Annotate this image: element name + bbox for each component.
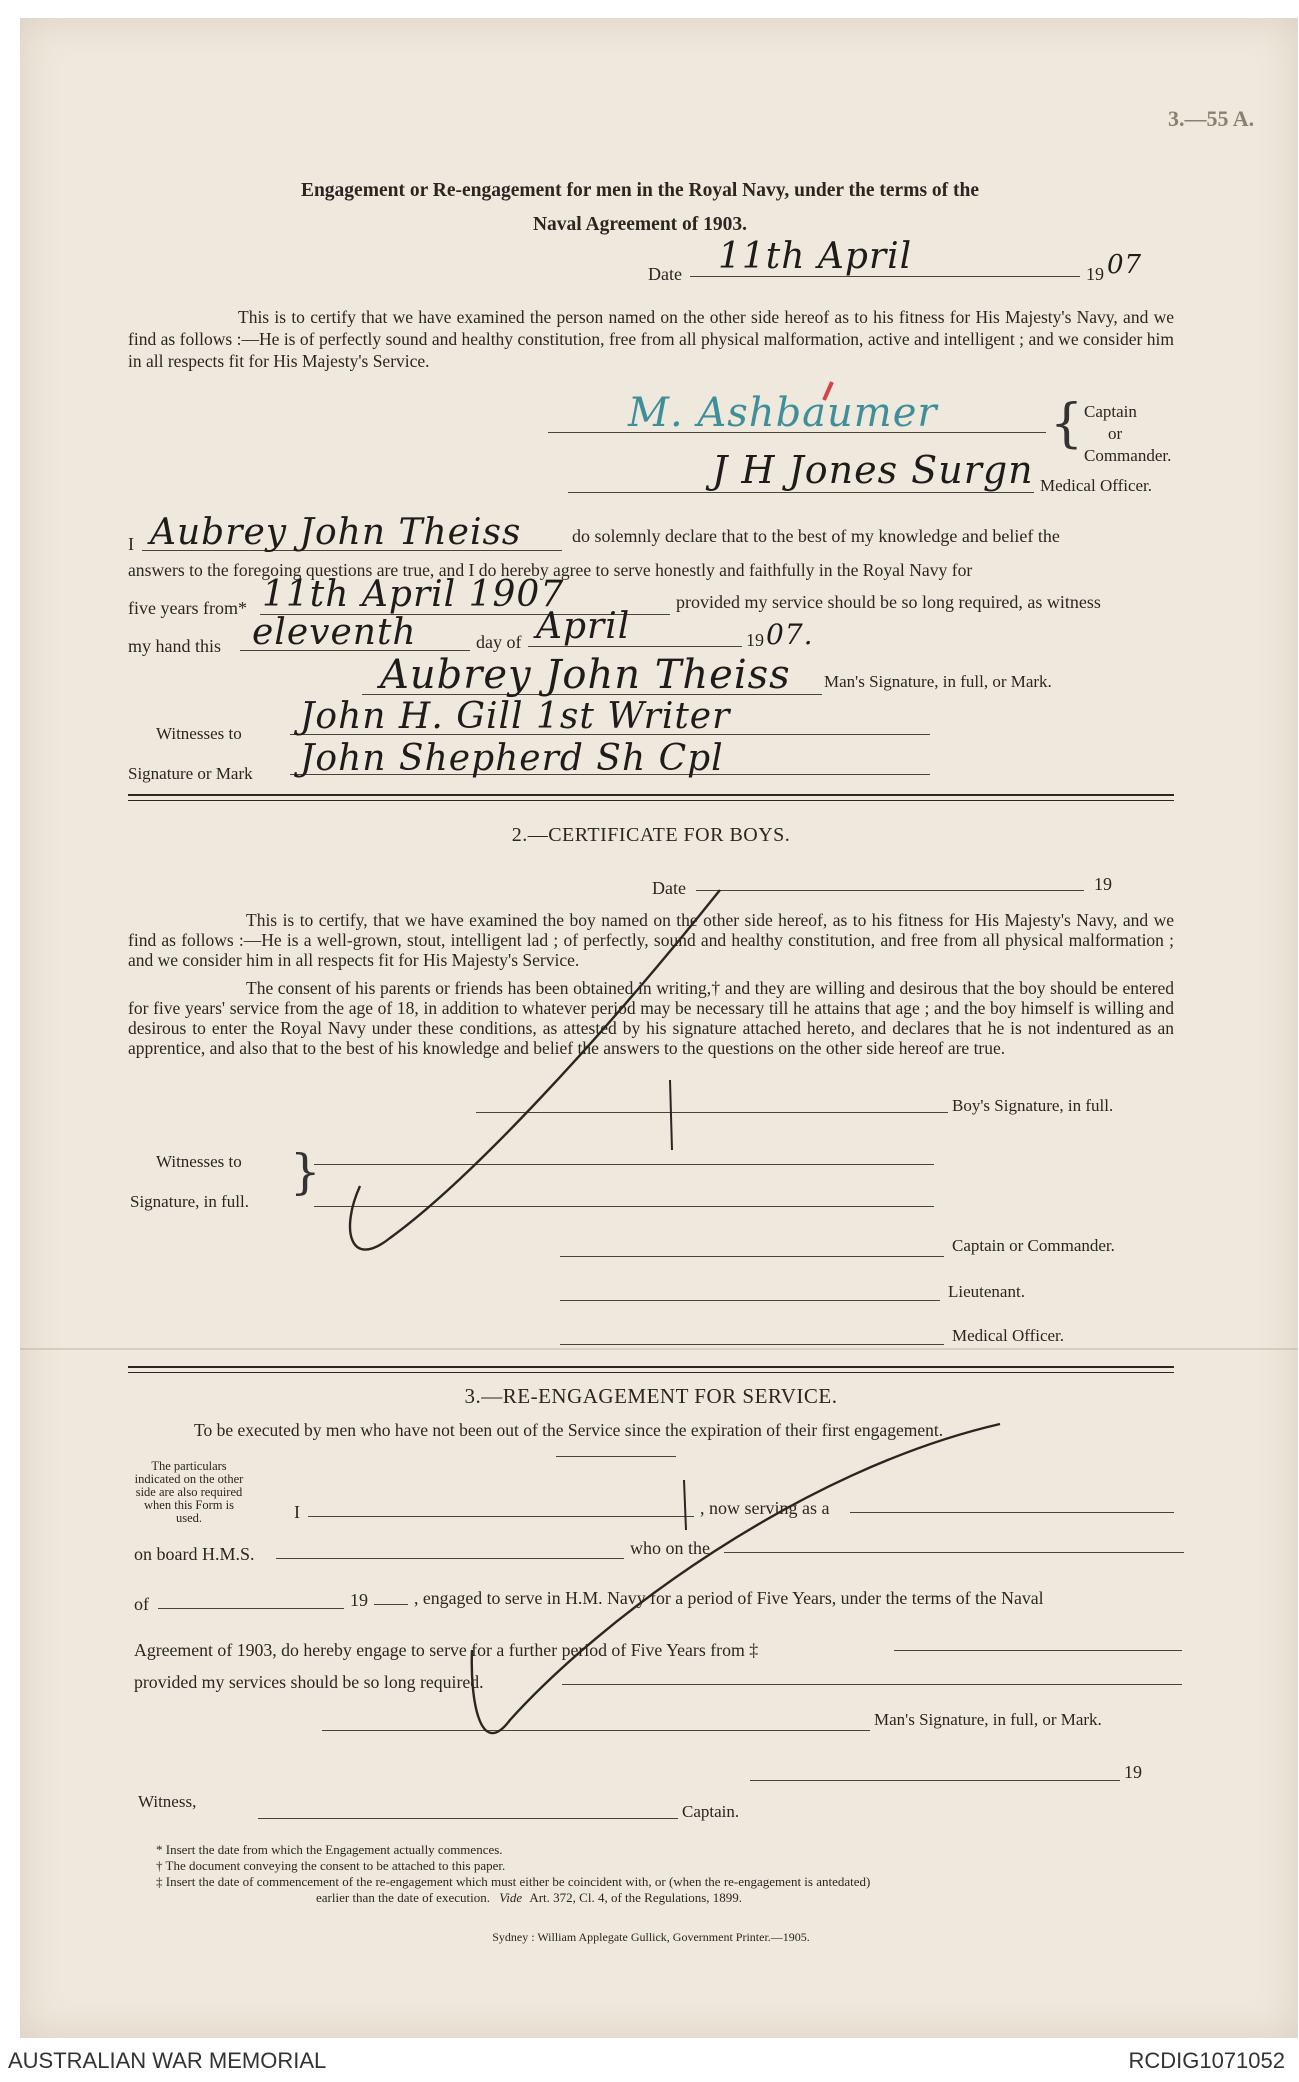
- section2-witnesses-label-1: Witnesses to: [156, 1152, 242, 1171]
- section3-of-label: of: [134, 1594, 149, 1614]
- my-hand-this: my hand this: [128, 636, 221, 656]
- section2-para2: The consent of his parents or friends has been obtained in writing,† and they are willing and desirous that the boy should be entered for five years' service from the age of 18, in addition to whatever period may be necessary till he attains that age ; and the boy himself is willing and desirous to enter the Royal Navy under these conditions, as attested by his signature attached hereto, and declares that he is not indentured as an apprentice, and also that to the best of his knowledge and belief the answers to the questions on the other side hereof are true.: [128, 978, 1174, 1058]
- section2-year-prefix: 19: [1094, 874, 1112, 894]
- man-signature-label: Man's Signature, in full, or Mark.: [824, 672, 1052, 691]
- section3-heading: 3.—RE-ENGAGEMENT FOR SERVICE.: [464, 1384, 838, 1408]
- archive-footer: [0, 2038, 1299, 2082]
- captain-brace: {: [1050, 394, 1084, 454]
- captain-label-1: Captain: [1084, 402, 1137, 421]
- form-number: 3.—55 A.: [1168, 106, 1255, 131]
- footnote-2: † The document conveying the consent to be attached to this paper.: [156, 1858, 506, 1873]
- section3-tick-stroke: [684, 1480, 686, 1530]
- section3-captain-label: Captain.: [682, 1802, 740, 1821]
- day-value: eleventh: [252, 612, 417, 653]
- man-signature-value: Aubrey John Theiss: [380, 652, 791, 698]
- from-value: 11th April 1907: [262, 574, 565, 615]
- section2-date-label: Date: [652, 878, 686, 898]
- section3-agreement-text: Agreement of 1903, do hereby engage to serve for a further period of Five Years from ‡: [134, 1640, 759, 1660]
- section3-who-on-the: who on the: [630, 1538, 710, 1558]
- section2-heading: 2.—CERTIFICATE FOR BOYS.: [511, 824, 791, 846]
- footnote-3d: Art. 372, Cl. 4, of the Regulations, 1899.: [529, 1890, 743, 1905]
- archive-footer-right: RCDIG1071052: [1128, 2048, 1285, 2073]
- section2-lieutenant-label: Lieutenant.: [948, 1282, 1025, 1301]
- section3-now-serving: , now serving as a: [700, 1498, 830, 1518]
- footnote-3c-vide: Vide: [499, 1890, 523, 1905]
- year-value: 07: [1107, 250, 1143, 280]
- title-line-2: Naval Agreement of 1903.: [532, 214, 748, 235]
- section2-tick-stroke: [670, 1080, 672, 1150]
- title-line-1: Engagement or Re-engagement for men in the Royal Navy, under the terms of the: [300, 180, 980, 201]
- date-value: 11th April: [718, 236, 913, 277]
- section2-witnesses-label-2: Signature, in full.: [130, 1192, 249, 1211]
- captain-signature: M. Ashbaumer: [628, 390, 938, 436]
- day-of: day of: [476, 632, 522, 652]
- section2-captain-label: Captain or Commander.: [952, 1236, 1115, 1255]
- witnesses-label-1: Witnesses to: [156, 724, 242, 743]
- declare-text-1: do solemnly declare that to the best of my knowledge and belief the: [572, 526, 1060, 546]
- medical-officer-label: Medical Officer.: [1040, 476, 1153, 495]
- five-years-from: five years from*: [128, 598, 247, 618]
- witness2-value: John Shepherd Sh Cpl: [300, 738, 724, 779]
- section3-man-signature-label: Man's Signature, in full, or Mark.: [874, 1710, 1102, 1729]
- captain-signature-accent: [824, 382, 832, 400]
- year2-prefix: 19: [746, 630, 764, 650]
- section2-medical-label: Medical Officer.: [952, 1326, 1065, 1345]
- section3-cancel-stroke: [472, 1424, 1000, 1733]
- section3-witness-label: Witness,: [138, 1792, 197, 1811]
- section2-cancel-stroke: [350, 890, 720, 1250]
- footnote-3a: ‡ Insert the date of commencement of the re-engagement which must either be coincident with, or (when the re-engagement is antedated): [156, 1874, 871, 1889]
- section3-side-note: The particulars indicated on the other side are also required when this Form is used.: [134, 1459, 244, 1525]
- medical-signature: J H Jones Surgn: [712, 448, 1034, 492]
- section3-i-label: I: [294, 1502, 300, 1522]
- witnesses-label-2: Signature or Mark: [128, 764, 253, 783]
- year2-value: 07.: [766, 618, 814, 651]
- printer-imprint: Sydney : William Applegate Gullick, Government Printer.—1905.: [492, 1930, 810, 1944]
- section2-witness-brace: }: [290, 1144, 321, 1200]
- section3-provided-text: provided my services should be so long required.: [134, 1672, 484, 1692]
- year-prefix: 19: [1086, 264, 1104, 284]
- section3-on-board: on board H.M.S.: [134, 1544, 255, 1564]
- captain-label-3: Commander.: [1084, 446, 1172, 465]
- captain-label-2: or: [1108, 424, 1123, 443]
- declare-text-2: answers to the foregoing questions are true, and I do hereby agree to serve honestly and faithfully in the Royal Navy for: [128, 560, 973, 580]
- section3-year-prefix: 19: [350, 1590, 368, 1610]
- section3-intro: To be executed by men who have not been out of the Service since the expiration of their first engagement.: [194, 1420, 944, 1440]
- month-value: April: [536, 606, 631, 647]
- name-value: Aubrey John Theiss: [150, 512, 522, 553]
- date-label: Date: [648, 264, 682, 284]
- provided-text: provided my service should be so long required, as witness: [676, 592, 1101, 612]
- archive-footer-left: AUSTRALIAN WAR MEMORIAL: [8, 2048, 327, 2073]
- witness1-value: John H. Gill 1st Writer: [300, 696, 731, 737]
- section3-engaged-text: , engaged to serve in H.M. Navy for a period of Five Years, under the terms of the Naval: [414, 1588, 1044, 1608]
- section2-para1: This is to certify, that we have examined the boy named on the other side hereof, as to his fitness for His Majesty's Navy, and we find as follows :—He is a well-grown, stout, intelligent lad ; of perfectly, sound and healthy constitution, and free from all physical malformation ; and we consider him in all respects fit for His Majesty's Service.: [128, 910, 1174, 970]
- footnote-3b: earlier than the date of execution.: [316, 1890, 490, 1905]
- boy-signature-label: Boy's Signature, in full.: [952, 1096, 1114, 1115]
- certify-paragraph: This is to certify that we have examined the person named on the other side hereof as to his fitness for His Majesty's Navy, and we find as follows :—He is of perfectly sound and healthy constitution, free from all physical malformation, active and intelligent ; and we consider him in all respects fit for His Majesty's Service.: [128, 307, 1174, 371]
- section3-year2-prefix: 19: [1124, 1762, 1142, 1782]
- footnote-1: * Insert the date from which the Engagement actually commences.: [156, 1842, 503, 1857]
- declaration-i: I: [128, 534, 134, 554]
